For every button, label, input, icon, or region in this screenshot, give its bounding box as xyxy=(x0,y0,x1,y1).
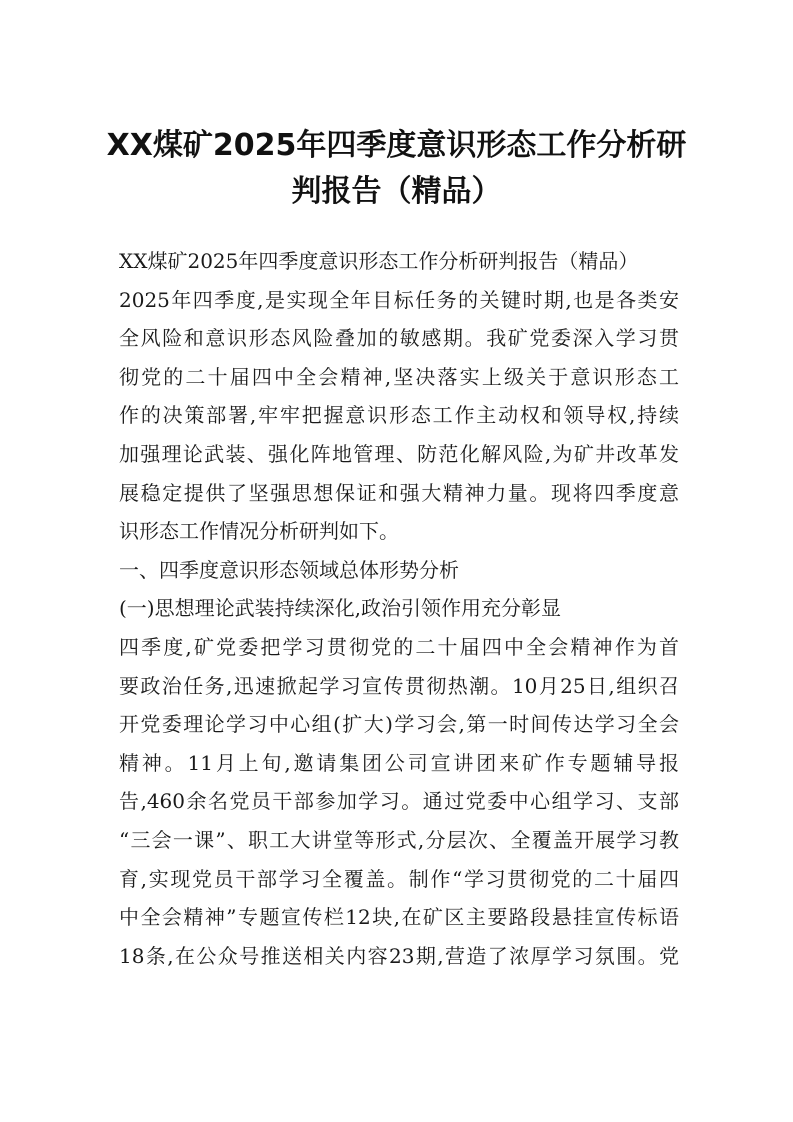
body-line: 18条,在公众号推送相关内容23期,营造了浓厚学习氛围。党 xyxy=(119,943,679,968)
body-line: “三会一课”、职工大讲堂等形式,分层次、全覆盖开展学习教 xyxy=(119,827,679,852)
body-line: 彻党的二十届四中全会精神,坚决落实上级关于意识形态工 xyxy=(119,364,679,389)
body-line: 2025年四季度,是实现全年目标任务的关键时期,也是各类安 xyxy=(119,287,679,312)
subsection-heading: (一)思想理论武装持续深化,政治引领作用充分彰显 xyxy=(119,596,561,621)
body-line: 四季度,矿党委把学习贯彻党的二十届四中全会精神作为首 xyxy=(119,634,679,659)
body-line: 开党委理论学习中心组(扩大)学习会,第一时间传达学习全会 xyxy=(119,712,679,737)
body-line: 展稳定提供了坚强思想保证和强大精神力量。现将四季度意 xyxy=(119,480,679,505)
body-line: 精神。11月上旬,邀请集团公司宣讲团来矿作专题辅导报 xyxy=(119,750,679,775)
body-line: 加强理论武装、强化阵地管理、防范化解风险,为矿井改革发 xyxy=(119,441,679,466)
body-line: 识形态工作情况分析研判如下。 xyxy=(119,519,399,544)
body-line: XX煤矿2025年四季度意识形态工作分析研判报告（精品） xyxy=(119,249,639,273)
body-line: 告,460余名党员干部参加学习。通过党委中心组学习、支部 xyxy=(119,789,679,814)
document-title-line-2: 判报告（精品） xyxy=(291,174,502,209)
body-line: 要政治任务,迅速掀起学习宣传贯彻热潮。10月25日,组织召 xyxy=(119,673,679,698)
section-heading: 一、四季度意识形态领域总体形势分析 xyxy=(119,557,459,582)
body-line: 中全会精神”专题宣传栏12块,在矿区主要路段悬挂宣传标语 xyxy=(119,905,679,930)
body-line: 作的决策部署,牢牢把握意识形态工作主动权和领导权,持续 xyxy=(119,403,679,428)
document-body xyxy=(119,242,679,975)
document-title-line-1: XX煤矿2025年四季度意识形态工作分析研 xyxy=(106,128,687,163)
body-line: 育,实现党员干部学习全覆盖。制作“学习贯彻党的二十届四 xyxy=(119,866,679,891)
body-line: 全风险和意识形态风险叠加的敏感期。我矿党委深入学习贯 xyxy=(119,326,679,351)
